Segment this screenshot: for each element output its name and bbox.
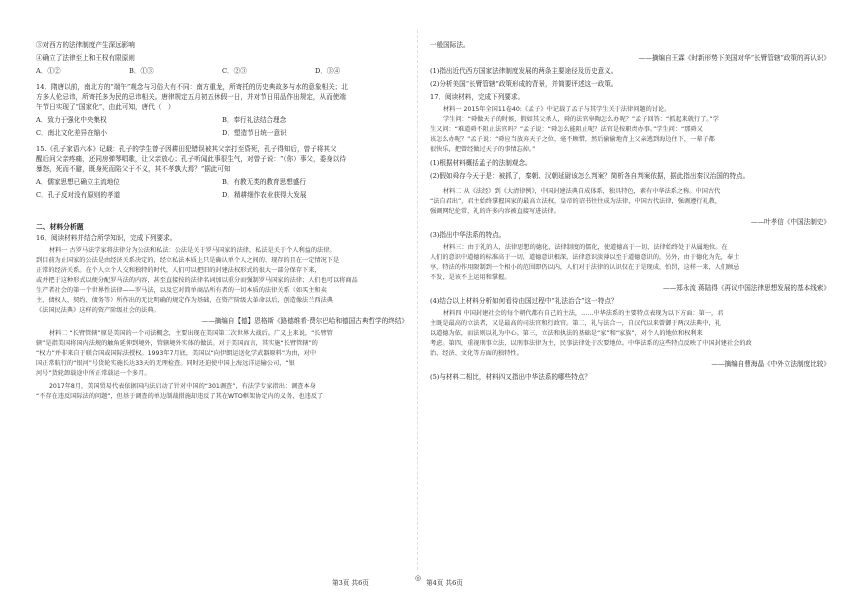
material-line: 以道德为依，而法则以礼为中心。第三，立法和执法的基础是“家”和“家族”，对个人的地位和权利来	[430, 330, 703, 337]
material-line: 很快乐，把曾经做过天子的事情忘掉。”	[430, 146, 536, 153]
material-line: 不发，是该不上运用和掌握。	[430, 274, 511, 281]
q13-option-b[interactable]: B．①③	[129, 67, 154, 75]
q14-option-b[interactable]: B．奉行礼法结合理念	[222, 116, 287, 124]
page-footer-left: 第3页 共6页	[332, 579, 369, 587]
material-line: 考虑。第四，重视刑事立法，以刑事法律为主，民事法律处于次要地位。中华法系的这些特点反映了中国封建社会的政	[430, 340, 752, 347]
question: (1)根据材料概括孟子的法制观念。	[430, 159, 532, 167]
material-source: ——郑永流 蒋陆得《再议中国法律思想发展的基本线索》	[663, 284, 830, 292]
binding-mark-icon: ◎	[415, 574, 422, 582]
material-line: “法自君出”，君主始终掌握国家的最高立法权，皇帝的诏书往往成为法律，中国古代法律，强调遵行礼教，	[430, 198, 722, 205]
material-source: ——摘编自【德】恩格斯《路德维希·费尔巴哈和德国古典哲学的终结》	[201, 317, 408, 325]
material-line: 材料三：由于礼的人，法律思想的德化，法律制度的儒化，使道德高于一切，法律始终处于从属地位。在	[443, 244, 728, 251]
material-source: ——叶孝信《中国法制史》	[750, 218, 830, 226]
material-line: 治、经济、文化等方面的独特性。	[430, 350, 523, 357]
q15-option-d[interactable]: D．精耕细作农业获得大发展	[222, 191, 307, 199]
question: (3)指出中华法系的特点。	[430, 231, 506, 239]
q15-option-b[interactable]: B．有教无类的教育思想盛行	[222, 178, 306, 186]
material-line: 国正常航行的“银河”号货轮实施长达33天的无理检查。同时还迫使中国上海远洋运输公司，“银	[36, 360, 295, 367]
material-source: ——摘编自曹海晶《中外立法制度比较》	[711, 360, 830, 368]
page-footer-right: 第4页 共6页	[426, 579, 463, 587]
material-line: 该怎么办呢？”孟子说：“舜应当放弃天子之位，毫不顾惜，然后偷偷地背上父亲逃到海边住下，一辈子都	[430, 136, 715, 143]
material-line: “权力”并非来自于联合国或国际法授权。1993年7月底，美国以“向伊朗运送化学武器原料”为由，对中	[36, 350, 317, 357]
question: (5)与材料二相比，材料四又指出中华法系的哪些特点？	[430, 373, 591, 381]
right-column	[430, 40, 830, 382]
continued-text: 一般国际法。	[430, 41, 470, 49]
right-page	[420, 0, 860, 608]
material-line: 2017年8月，美国贸易代表依据国内法启动了针对中国的“301调查”，有法学专家指出：调查本身	[49, 383, 316, 390]
q16-intro: 16．阅读材料并结合所学知识，完成下列要求。	[36, 234, 177, 242]
material-line: 材料四 中国封建社会的每个朝代都有自己的主法，……中华法系的主要特点表现为以下方面：第一，君	[443, 310, 724, 317]
q14-options-row	[36, 128, 408, 138]
q14-stem-line: 14．隋唐以前，南北方的“端午”观念与习俗大有不同：南方重龙，所寄托的历史典故多与水的意象相关；北	[36, 83, 348, 91]
material-line: 生又问：“难道舜不阻止法官吗？”孟子说：“舜怎么能阻止呢？法官是按职责办事。”学生问：“那舜又	[430, 126, 703, 133]
material-line: 享，特法的作用限制到一个相小的范围即仍以内，人们对于法律的认识仅在于是现成，怕罚，这样一来，人们顾忌	[430, 264, 740, 271]
q15-options-row	[36, 190, 408, 200]
q14-option-c[interactable]: C．南北文化差异在缩小	[36, 129, 107, 137]
statement-4: ④确立了法律至上和王权有限原则	[36, 54, 135, 62]
material-line: 正常的经济关系。在个人立个人交和独特的时代，人们可以把旧的封建法权形式的很大一部分保存下来，	[36, 267, 321, 274]
q14-stem-line: 方多人伦忌讳，所寄托多为民的忌讳相关。唐律规定五月初五休假一日，并对节日用品作出规定，从而使端	[36, 93, 346, 101]
material-line: 生产者社会的第一个世界性法律——罗马法，以及它对简单商品所有者的一切本质的法律关系（如买主和卖	[36, 287, 327, 294]
material-line: 《法国民法典》这样的资产阶级社会的法典。	[36, 307, 160, 314]
q13-option-c[interactable]: C．②③	[222, 67, 247, 75]
statement-3: ③对西方的法律制度产生深远影响	[36, 41, 135, 49]
q15-option-c[interactable]: C．孔子反对没有原则的孝道	[36, 191, 121, 199]
material-line: 强调网纪伦常，礼的许多内容被直接写进法律。	[430, 208, 560, 215]
q13-option-a[interactable]: A．①②	[36, 67, 61, 75]
q15-stem-line: 醒后问父亲疼痛，还同房弹琴唱歌，让父亲放心；孔子听闻此事很生气，对曾子说：“（你）事父，委身以待	[36, 155, 346, 163]
material-line: 学生问：“舜做天子的时候，假如其父杀人，舜的法官皋陶怎么办呢？”孟子回答：“抓起来就行了。”学	[443, 116, 719, 123]
material-line: 或并把于这种形式以便分配罗马法的内容，甚至直接按的法律名词加以重分而强制罗马国家的法律；人们也可以将商品	[36, 277, 358, 284]
question: (2)假如舜存今天于是：被抓了，秦朝、汉朝延尉该怎么判案？简析各自判案依据，据此指出秦汉治国的特点。	[430, 172, 750, 180]
q15-option-a[interactable]: A．儒家思想已确立主流地位	[36, 178, 120, 186]
material-line: 到目前为止国家的公法是由经济关系决定的，经立私法本质上只是确认单个人之间的、现存的且在一定情况下是	[36, 257, 340, 264]
material-line: 材料一 古罗马法学家将法律分为公法和私法：公法是关于罗马国家的法律，私法是关于个人利益的法律。	[49, 247, 336, 254]
q15-stem-line: 暴怒，死而不避，既身死而陷父于不义，其不孝孰大焉？”据此可知	[36, 165, 231, 173]
material-line: 材料二 从《法经》到《大清律例》，中国封建法典自成体系，独具特色，素有中华法系之称。中国古代	[443, 188, 721, 195]
material-line: 材料一 2015年全国11卷40:《孟子》中记载了孟子与其学生关于法律问题的讨论。	[443, 106, 671, 113]
material-line: 材料二 “长臂管辖”原是美国的一个司法概念，主要出现在美国第二次世界大战后。广义上来说，“长臂管	[49, 330, 333, 337]
question: (4)结合以上材料分析如何看待由国过程中“礼法治合”这一特点？	[430, 297, 618, 305]
material-line: 河号”货轮卸载途中所正常载运一个多月。	[36, 370, 151, 377]
q14-option-a[interactable]: A．致力于强化中央集权	[36, 116, 107, 124]
material-line: 主既是最高的立法者，又是最高的司法官和行政官。第二，礼与法合一，自汉代以来曾御于两汉法典中，礼	[430, 320, 721, 327]
q15-options-row	[36, 177, 408, 187]
question: (2)分析美国“长臂管辖”政策形成的背景，并简要评述这一政策。	[430, 80, 618, 88]
q14-stem-line: 午节日实现了“国家化”，由此可知，唐代（ ）	[36, 103, 175, 111]
section-title: 二、材料分析题	[36, 223, 84, 231]
material-source: ——摘编自王霖《时新形势下美国对华“长臂管辖”政策的再认识》	[638, 54, 830, 62]
question: (1)指出近代西方国家法律制度发展的两条主要途径及历史意义。	[430, 67, 618, 75]
q13-option-d[interactable]: D．③④	[315, 67, 341, 75]
left-page	[0, 0, 416, 608]
q15-stem-line: 15.《孔子家语六本》记载：孔子的学生曾子因耕田犯错误被其父亲打至昏死，孔子得知后，曾子将其父	[36, 145, 337, 153]
q17-intro: 17．阅读材料，完成下列要求。	[430, 93, 525, 101]
page-divider	[417, 30, 418, 570]
material-line: 主、债权人、契约、债务等）所作出的无比明确的规定作为基础，在资产阶级大革命以后，创造像法兰西法典	[36, 297, 333, 304]
material-line: “不存在违反国际法的问题”，但基于调查的单边制裁措施却违反了其在WTO框架协定内的义务，也违反了	[36, 393, 324, 400]
left-column	[36, 40, 408, 402]
q14-option-d[interactable]: D．塑造节日统一意识	[222, 129, 287, 137]
material-line: 辖”是指美国将国内法规的触角延伸到境外，管辖境外实体的做法。对于美国而言，其实施“长臂管辖”的	[36, 340, 318, 347]
q14-options-row	[36, 115, 408, 125]
material-line: 人们的意识中道德的标准高于一切，道德意识根深，法律意识淡薄以至于道德意识的，另外，由于德化为先，奉土	[430, 254, 740, 261]
q13-options	[36, 66, 408, 76]
